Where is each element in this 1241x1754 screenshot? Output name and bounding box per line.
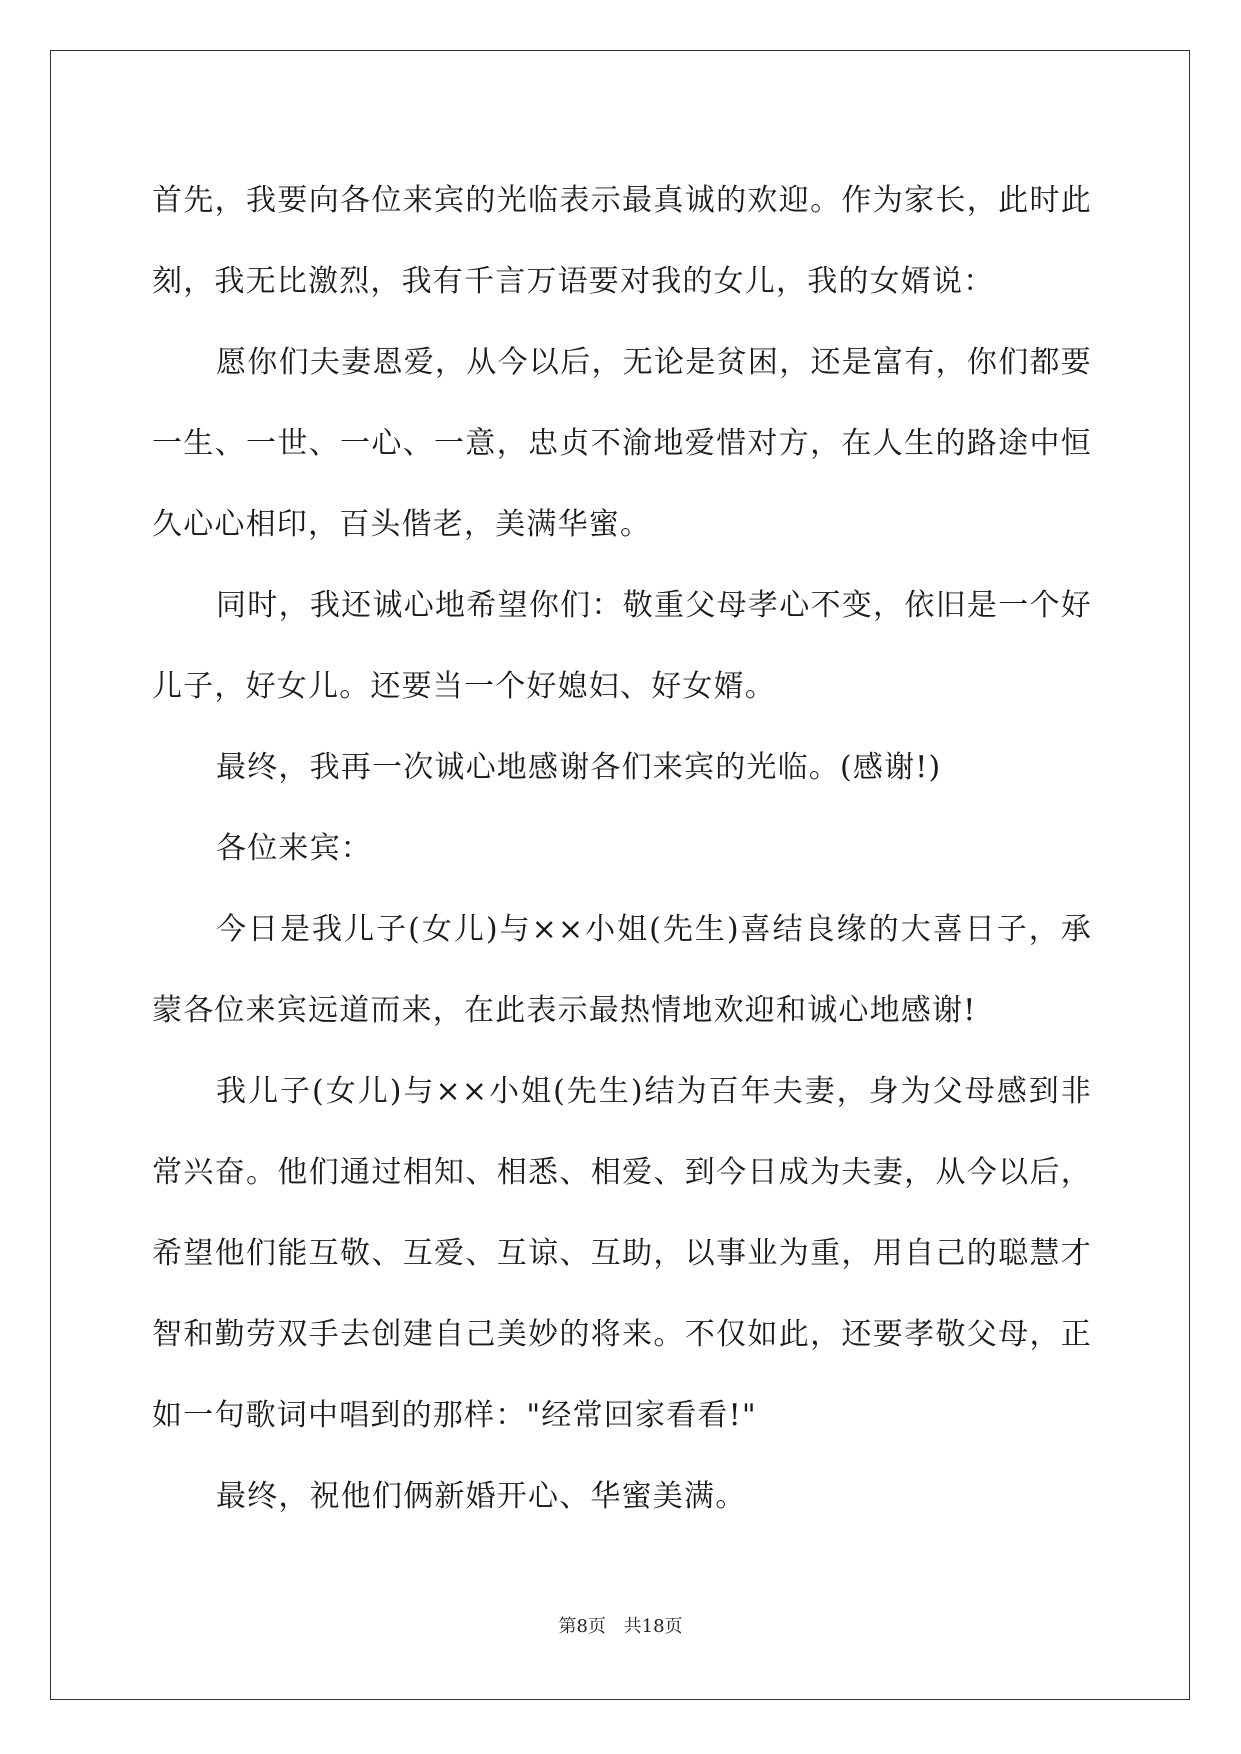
paragraph-5: 各位来宾： — [216, 831, 372, 866]
paragraph-6: 今日是我儿子(女儿)与××小姐(先生)喜结良缘的大喜日子，承蒙各位来宾远道而来，在此表示最热情地欢迎和诚心地感谢! — [152, 912, 1092, 1028]
paragraph-7: 我儿子(女儿)与××小姐(先生)结为百年夫妻，身为父母感到非常兴奋。他们通过相知、相悉、相爱、到今日成为夫妻，从今以后，希望他们能互敬、互爱、互谅、互助，以事业为重，用自己的聪慧才智和勤劳双手去创建自己美妙的将来。不仅如此，还要孝敬父母，正如一句歌词中唱到的那样："经常回家看看!" — [152, 1074, 1092, 1433]
document-body — [152, 160, 1092, 1537]
paragraph-8: 最终，祝他们俩新婚开心、华蜜美满。 — [216, 1479, 747, 1514]
paragraph-1: 首先，我要向各位来宾的光临表示最真诚的欢迎。作为家长，此时此刻，我无比激烈，我有千言万语要对我的女儿，我的女婿说： — [152, 183, 1092, 299]
page-footer — [0, 1612, 1241, 1638]
paragraph-2: 愿你们夫妻恩爱，从今以后，无论是贫困，还是富有，你们都要一生、一世、一心、一意，忠贞不渝地爱惜对方，在人生的路途中恒久心心相印，百头偕老，美满华蜜。 — [152, 345, 1092, 542]
page-number: 第8页 — [558, 1616, 606, 1637]
page-total: 共18页 — [623, 1616, 683, 1637]
paragraph-3: 同时，我还诚心地希望你们：敬重父母孝心不变，依旧是一个好儿子，好女儿。还要当一个好媳妇、好女婿。 — [152, 588, 1092, 704]
paragraph-4: 最终，我再一次诚心地感谢各们来宾的光临。(感谢!) — [216, 750, 942, 785]
